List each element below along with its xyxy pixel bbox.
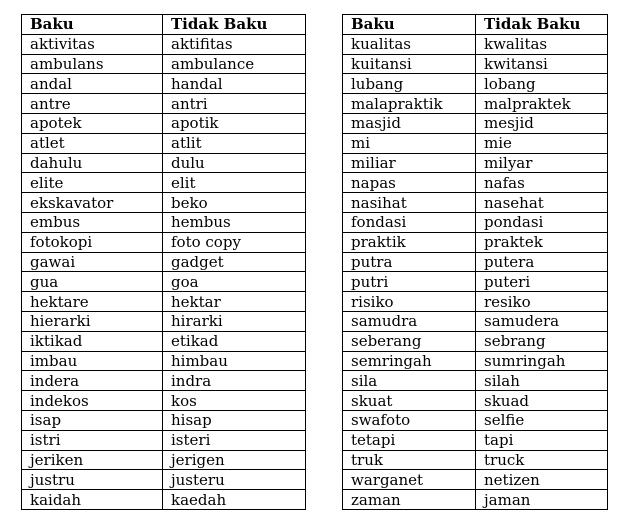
left-tidak-baku-cell: isteri [163, 430, 306, 450]
table-row [22, 391, 608, 411]
left-baku-cell: hierarki [22, 311, 163, 331]
header-row [22, 15, 608, 35]
left-tidak-baku-cell: hirarki [163, 311, 306, 331]
left-tidak-baku-cell: atlit [163, 133, 306, 153]
left-tidak-baku-cell: kos [163, 391, 306, 411]
column-gap [306, 450, 343, 470]
header-left-baku: Baku [22, 15, 163, 35]
table-row [22, 113, 608, 133]
right-baku-cell: seberang [343, 331, 476, 351]
right-tidak-baku-cell: pondasi [476, 212, 608, 232]
table-row [22, 173, 608, 193]
column-gap [306, 371, 343, 391]
table-row [22, 34, 608, 54]
right-baku-cell: tetapi [343, 430, 476, 450]
right-tidak-baku-cell: lobang [476, 74, 608, 94]
left-baku-cell: ambulans [22, 54, 163, 74]
right-baku-cell: mi [343, 133, 476, 153]
left-tidak-baku-cell: etikad [163, 331, 306, 351]
column-gap [306, 470, 343, 490]
left-baku-cell: isap [22, 410, 163, 430]
column-gap [306, 212, 343, 232]
column-gap [306, 34, 343, 54]
right-tidak-baku-cell: mesjid [476, 113, 608, 133]
right-tidak-baku-cell: praktek [476, 232, 608, 252]
right-tidak-baku-cell: putera [476, 252, 608, 272]
table-row [22, 232, 608, 252]
right-baku-cell: lubang [343, 74, 476, 94]
right-tidak-baku-cell: nafas [476, 173, 608, 193]
left-tidak-baku-cell: apotik [163, 113, 306, 133]
table-row [22, 252, 608, 272]
header-right-baku: Baku [343, 15, 476, 35]
left-tidak-baku-cell: hektar [163, 292, 306, 312]
header-left-tidak-baku: Tidak Baku [163, 15, 306, 35]
column-gap [306, 351, 343, 371]
right-baku-cell: warganet [343, 470, 476, 490]
right-baku-cell: risiko [343, 292, 476, 312]
left-baku-cell: jeriken [22, 450, 163, 470]
left-tidak-baku-cell: foto copy [163, 232, 306, 252]
left-tidak-baku-cell: hisap [163, 410, 306, 430]
right-tidak-baku-cell: resiko [476, 292, 608, 312]
left-baku-cell: indera [22, 371, 163, 391]
right-baku-cell: truk [343, 450, 476, 470]
left-tidak-baku-cell: hembus [163, 212, 306, 232]
table-row [22, 410, 608, 430]
table-row [22, 74, 608, 94]
right-tidak-baku-cell: kwitansi [476, 54, 608, 74]
right-tidak-baku-cell: malpraktek [476, 94, 608, 114]
table-row [22, 470, 608, 490]
left-tidak-baku-cell: aktifitas [163, 34, 306, 54]
column-gap [306, 173, 343, 193]
column-gap [306, 292, 343, 312]
left-baku-cell: aktivitas [22, 34, 163, 54]
right-tidak-baku-cell: jaman [476, 490, 608, 510]
right-tidak-baku-cell: milyar [476, 153, 608, 173]
left-tidak-baku-cell: justeru [163, 470, 306, 490]
left-baku-cell: kaidah [22, 490, 163, 510]
right-baku-cell: zaman [343, 490, 476, 510]
right-baku-cell: malapraktik [343, 94, 476, 114]
left-tidak-baku-cell: indra [163, 371, 306, 391]
left-tidak-baku-cell: kaedah [163, 490, 306, 510]
table-row [22, 292, 608, 312]
table-row [22, 212, 608, 232]
right-baku-cell: napas [343, 173, 476, 193]
column-gap [306, 15, 343, 35]
right-tidak-baku-cell: nasehat [476, 193, 608, 213]
word-comparison-table [21, 14, 608, 510]
right-baku-cell: semringah [343, 351, 476, 371]
right-tidak-baku-cell: puteri [476, 272, 608, 292]
right-tidak-baku-cell: samudera [476, 311, 608, 331]
left-baku-cell: gawai [22, 252, 163, 272]
column-gap [306, 430, 343, 450]
right-tidak-baku-cell: sumringah [476, 351, 608, 371]
table-row [22, 133, 608, 153]
right-baku-cell: samudra [343, 311, 476, 331]
column-gap [306, 113, 343, 133]
column-gap [306, 232, 343, 252]
left-baku-cell: antre [22, 94, 163, 114]
left-tidak-baku-cell: gadget [163, 252, 306, 272]
right-tidak-baku-cell: truck [476, 450, 608, 470]
left-baku-cell: fotokopi [22, 232, 163, 252]
table-row [22, 450, 608, 470]
left-tidak-baku-cell: beko [163, 193, 306, 213]
right-baku-cell: sila [343, 371, 476, 391]
column-gap [306, 94, 343, 114]
table-row [22, 371, 608, 391]
column-gap [306, 272, 343, 292]
left-tidak-baku-cell: jerigen [163, 450, 306, 470]
right-tidak-baku-cell: silah [476, 371, 608, 391]
right-tidak-baku-cell: selfie [476, 410, 608, 430]
right-tidak-baku-cell: skuad [476, 391, 608, 411]
right-baku-cell: praktik [343, 232, 476, 252]
left-tidak-baku-cell: ambulance [163, 54, 306, 74]
right-baku-cell: putra [343, 252, 476, 272]
left-baku-cell: embus [22, 212, 163, 232]
header-right-tidak-baku: Tidak Baku [476, 15, 608, 35]
table-row [22, 54, 608, 74]
table-row [22, 94, 608, 114]
right-tidak-baku-cell: kwalitas [476, 34, 608, 54]
right-tidak-baku-cell: netizen [476, 470, 608, 490]
left-baku-cell: imbau [22, 351, 163, 371]
left-tidak-baku-cell: antri [163, 94, 306, 114]
table-row [22, 272, 608, 292]
right-baku-cell: kualitas [343, 34, 476, 54]
left-baku-cell: andal [22, 74, 163, 94]
column-gap [306, 153, 343, 173]
column-gap [306, 490, 343, 510]
column-gap [306, 311, 343, 331]
left-baku-cell: apotek [22, 113, 163, 133]
column-gap [306, 331, 343, 351]
right-baku-cell: skuat [343, 391, 476, 411]
left-tidak-baku-cell: dulu [163, 153, 306, 173]
right-tidak-baku-cell: tapi [476, 430, 608, 450]
left-tidak-baku-cell: himbau [163, 351, 306, 371]
left-baku-cell: indekos [22, 391, 163, 411]
left-tidak-baku-cell: handal [163, 74, 306, 94]
table-row [22, 193, 608, 213]
left-baku-cell: dahulu [22, 153, 163, 173]
column-gap [306, 133, 343, 153]
left-baku-cell: istri [22, 430, 163, 450]
left-baku-cell: justru [22, 470, 163, 490]
left-tidak-baku-cell: elit [163, 173, 306, 193]
left-baku-cell: hektare [22, 292, 163, 312]
right-baku-cell: swafoto [343, 410, 476, 430]
column-gap [306, 410, 343, 430]
left-tidak-baku-cell: goa [163, 272, 306, 292]
column-gap [306, 252, 343, 272]
right-tidak-baku-cell: sebrang [476, 331, 608, 351]
right-baku-cell: putri [343, 272, 476, 292]
column-gap [306, 193, 343, 213]
table-row [22, 351, 608, 371]
right-baku-cell: masjid [343, 113, 476, 133]
right-baku-cell: fondasi [343, 212, 476, 232]
left-baku-cell: iktikad [22, 331, 163, 351]
left-baku-cell: ekskavator [22, 193, 163, 213]
table-row [22, 331, 608, 351]
table-row [22, 430, 608, 450]
left-baku-cell: elite [22, 173, 163, 193]
right-baku-cell: kuitansi [343, 54, 476, 74]
table-row [22, 311, 608, 331]
column-gap [306, 391, 343, 411]
table-row [22, 490, 608, 510]
table-row [22, 153, 608, 173]
left-baku-cell: atlet [22, 133, 163, 153]
right-baku-cell: miliar [343, 153, 476, 173]
left-baku-cell: gua [22, 272, 163, 292]
column-gap [306, 74, 343, 94]
right-baku-cell: nasihat [343, 193, 476, 213]
right-tidak-baku-cell: mie [476, 133, 608, 153]
column-gap [306, 54, 343, 74]
